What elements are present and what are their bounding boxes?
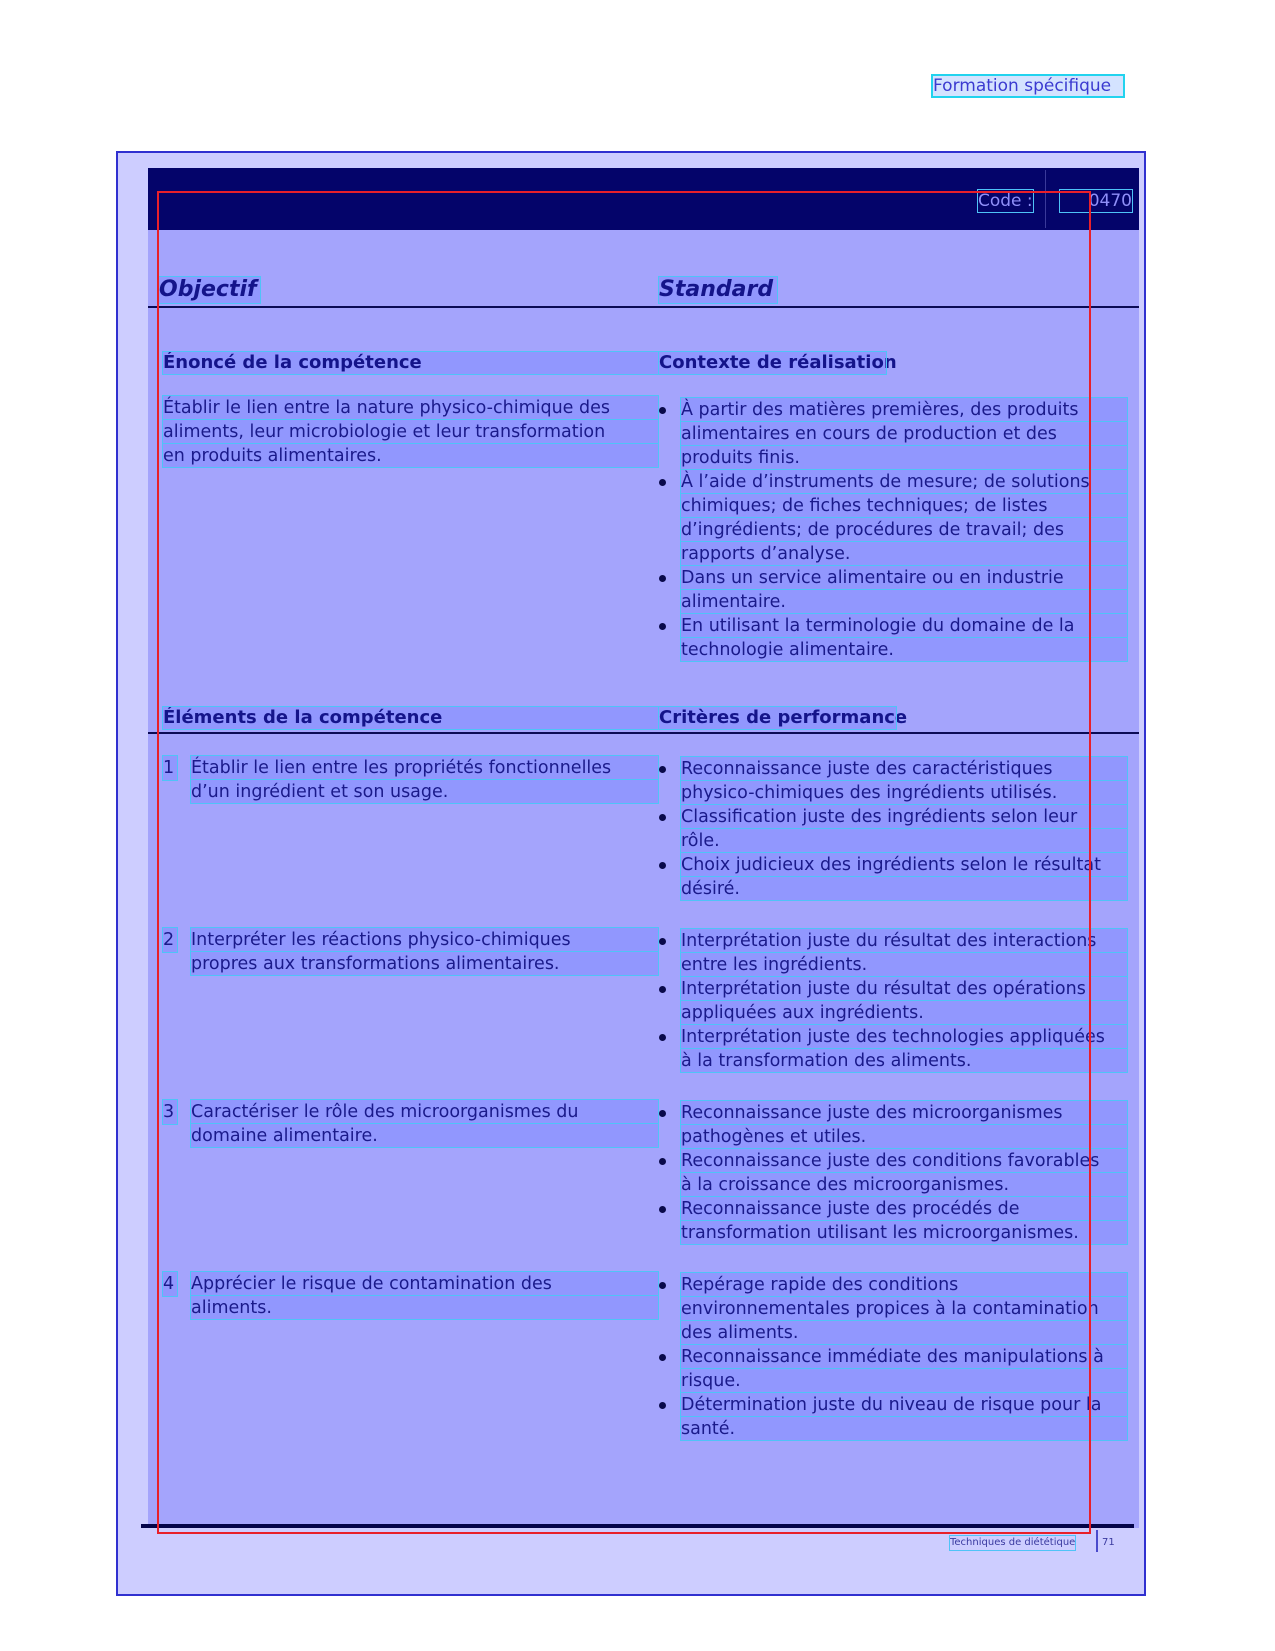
list-item (657, 1101, 1127, 1148)
element-number: 2 (163, 928, 177, 952)
list-item (657, 929, 1127, 976)
list-item (657, 1273, 1127, 1344)
list-item (657, 1025, 1127, 1072)
program-label: Formation spécifique (933, 76, 1123, 96)
list-item-line: des aliments. (681, 1321, 1127, 1344)
bullet-icon (659, 1354, 666, 1361)
list-item-line: physico-chimiques des ingrédients utilisés. (681, 781, 1127, 804)
list-item (657, 398, 1127, 469)
elements-rule (148, 732, 1139, 734)
list-item-line: Détermination juste du niveau de risque pour la (681, 1393, 1127, 1416)
list-item-line: Classification juste des ingrédients selon leur (681, 805, 1127, 828)
code-label: Code : (978, 191, 1033, 211)
list-item-line: désiré. (681, 877, 1127, 900)
bullet-icon (659, 938, 666, 945)
list-item (657, 1393, 1127, 1440)
element-number: 3 (163, 1100, 177, 1124)
list-item-line: rôle. (681, 829, 1127, 852)
list-item-line: En utilisant la terminologie du domaine de la (681, 614, 1127, 637)
list-item (657, 1149, 1127, 1196)
list-item-line: alimentaires en cours de production et des (681, 422, 1127, 445)
list-item (657, 1345, 1127, 1392)
list-item-line: technologie alimentaire. (681, 638, 1127, 661)
element-number: 4 (163, 1272, 177, 1296)
elements-heading: Éléments de la compétence (163, 707, 658, 729)
list-item-line: entre les ingrédients. (681, 953, 1127, 976)
bullet-icon (659, 623, 666, 630)
list-item-line: Interprétation juste des technologies appliquées (681, 1025, 1127, 1048)
bullet-icon (659, 407, 666, 414)
element-1 (163, 756, 658, 804)
enonce-line: Établir le lien entre la nature physico-chimique des (163, 396, 658, 419)
code-value: 0470 (1060, 190, 1132, 212)
list-item-line: risque. (681, 1369, 1127, 1392)
list-item-line: pathogènes et utiles. (681, 1125, 1127, 1148)
list-item-line: À l’aide d’instruments de mesure; de solutions (681, 470, 1127, 493)
bullet-icon (659, 814, 666, 821)
list-item-line: Repérage rapide des conditions (681, 1273, 1127, 1296)
bullet-icon (659, 575, 666, 582)
list-item (657, 853, 1127, 900)
criteria-list-4 (657, 1273, 1127, 1441)
criteria-list-1 (657, 757, 1127, 901)
element-number: 1 (163, 756, 177, 780)
footer-mark (1096, 1530, 1098, 1552)
list-item-line: Interprétation juste du résultat des opérations (681, 977, 1127, 1000)
enonce-heading: Énoncé de la compétence (163, 352, 658, 374)
element-3 (163, 1100, 658, 1148)
code-divider (1045, 170, 1046, 228)
enonce-line: aliments, leur microbiologie et leur transformation (163, 420, 658, 443)
list-item (657, 757, 1127, 804)
list-item-line: à la croissance des microorganismes. (681, 1173, 1127, 1196)
enonce-line: en produits alimentaires. (163, 444, 658, 467)
list-item-line: alimentaire. (681, 590, 1127, 613)
list-item-line: d’ingrédients; de procédures de travail; des (681, 518, 1127, 541)
element-line: domaine alimentaire. (191, 1124, 658, 1147)
bullet-icon (659, 1402, 666, 1409)
enonce-text (163, 396, 658, 468)
element-4 (163, 1272, 658, 1320)
list-item (657, 470, 1127, 565)
list-item-line: à la transformation des aliments. (681, 1049, 1127, 1072)
list-item-line: Reconnaissance immédiate des manipulations à (681, 1345, 1127, 1368)
criteria-list-3 (657, 1101, 1127, 1245)
bullet-icon (659, 862, 666, 869)
footer-text: Techniques de diététique (950, 1537, 1076, 1548)
criteres-heading: Critères de performance (659, 707, 908, 728)
list-item-line: Choix judicieux des ingrédients selon le résultat (681, 853, 1127, 876)
list-item-line: Reconnaissance juste des caractéristiques (681, 757, 1127, 780)
list-item-line: appliquées aux ingrédients. (681, 1001, 1127, 1024)
list-item-line: Interprétation juste du résultat des interactions (681, 929, 1127, 952)
list-item (657, 977, 1127, 1024)
list-item-line: produits finis. (681, 446, 1127, 469)
bullet-icon (659, 1206, 666, 1213)
bullet-icon (659, 766, 666, 773)
element-2 (163, 928, 658, 976)
list-item-line: Reconnaissance juste des procédés de (681, 1197, 1127, 1220)
page-number: 71 (1102, 1537, 1115, 1548)
list-item-line: Reconnaissance juste des microorganismes (681, 1101, 1127, 1124)
footer-rule (141, 1524, 1134, 1528)
objectif-title: Objectif (159, 277, 260, 303)
list-item-line: environnementales propices à la contamination (681, 1297, 1127, 1320)
element-line: Apprécier le risque de contamination des (191, 1272, 658, 1295)
bullet-icon (659, 1034, 666, 1041)
bullet-icon (659, 1110, 666, 1117)
list-item (657, 566, 1127, 613)
contexte-heading: Contexte de réalisation (659, 352, 897, 373)
list-item-line: À partir des matières premières, des produits (681, 398, 1127, 421)
list-item (657, 1197, 1127, 1244)
element-line: d’un ingrédient et son usage. (191, 780, 658, 803)
list-item (657, 614, 1127, 661)
standard-title: Standard (659, 277, 777, 303)
list-item (657, 805, 1127, 852)
element-line: Établir le lien entre les propriétés fonctionnelles (191, 756, 658, 779)
list-item-line: Reconnaissance juste des conditions favorables (681, 1149, 1127, 1172)
contexte-list (657, 398, 1127, 662)
element-line: Caractériser le rôle des microorganismes du (191, 1100, 658, 1123)
bullet-icon (659, 1282, 666, 1289)
bullet-icon (659, 479, 666, 486)
element-line: aliments. (191, 1296, 658, 1319)
list-item-line: Dans un service alimentaire ou en industrie (681, 566, 1127, 589)
list-item-line: rapports d’analyse. (681, 542, 1127, 565)
criteria-list-2 (657, 929, 1127, 1073)
element-line: Interpréter les réactions physico-chimiques (191, 928, 658, 951)
bullet-icon (659, 1158, 666, 1165)
list-item-line: transformation utilisant les microorganismes. (681, 1221, 1127, 1244)
element-line: propres aux transformations alimentaires. (191, 952, 658, 975)
list-item-line: santé. (681, 1417, 1127, 1440)
title-rule (148, 306, 1139, 308)
list-item-line: chimiques; de fiches techniques; de listes (681, 494, 1127, 517)
bullet-icon (659, 986, 666, 993)
